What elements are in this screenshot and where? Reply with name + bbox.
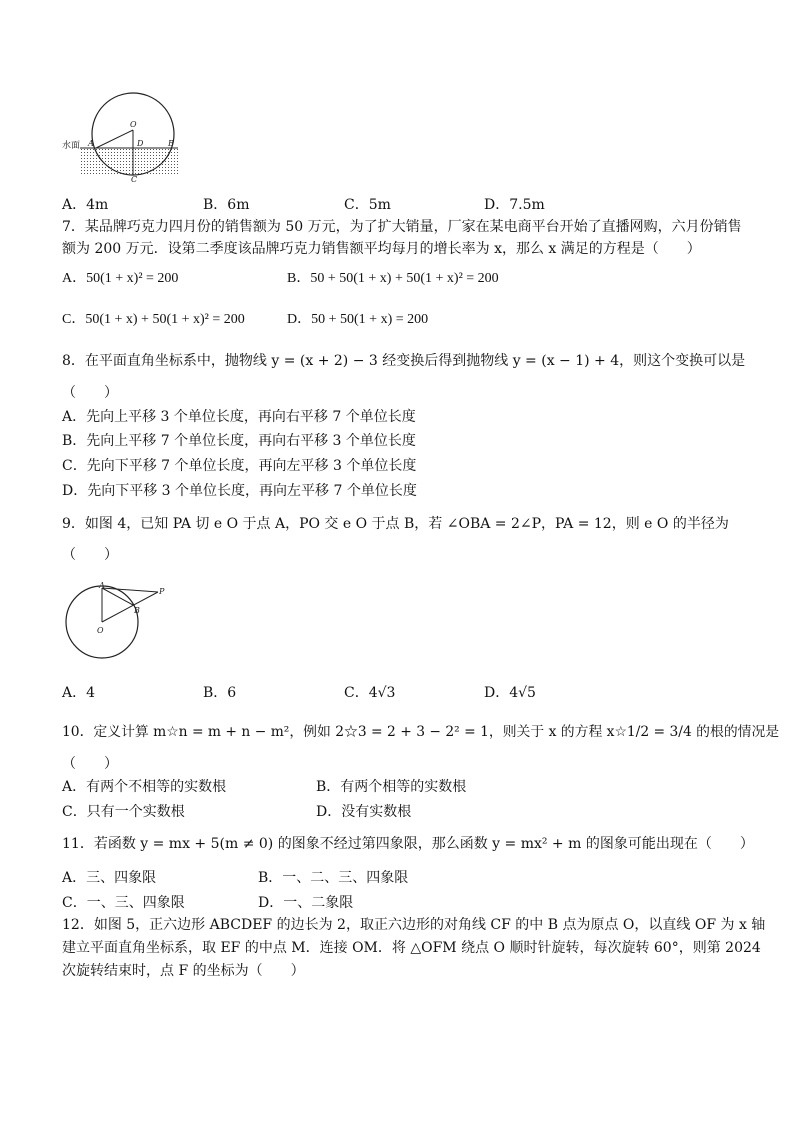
q10-option-a: A．有两个不相等的实数根 [62, 779, 227, 795]
q11-option-a: A．三、四象限 [62, 870, 157, 886]
point-A-label: A [99, 582, 105, 590]
q9-figure [60, 582, 180, 664]
q6-option-a: A．4m [62, 197, 109, 213]
q9-stem-line-2: （ ） [62, 547, 118, 563]
q12-stem-line-1: 12．如图 5，正六边形 ABCDEF 的边长为 2，取正六边形的对角线 CF 的中 B 点为原点 O，以直线 OF 为 x 轴 [62, 917, 766, 933]
q9-option-d: D．4√5 [484, 685, 536, 701]
q8-option-b: B．先向上平移 7 个单位长度，再向右平移 3 个单位长度 [62, 433, 416, 449]
q8-stem-line-1: 8．在平面直角坐标系中，抛物线 y = (x + 2) − 3 经变换后得到抛物线 y = (x − 1) + 4，则这个变换可以是 [62, 353, 746, 369]
point-P-label: P [159, 587, 165, 596]
q9-option-c: C．4√3 [344, 685, 396, 701]
q9-stem-line-1: 9．如图 4，已知 PA 切 e O 于点 A，PO 交 e O 于点 B，若 ∠OBA = 2∠P，PA = 12，则 e O 的半径为 [62, 516, 729, 532]
q11-stem-line-1: 11．若函数 y = mx + 5(m ≠ 0) 的图象不经过第四象限，那么函数 y = mx² + m 的图象可能出现在（ ） [62, 836, 754, 852]
q11-option-d: D．一、二象限 [258, 895, 354, 911]
tangent-PA [102, 588, 158, 592]
segment-OA [96, 130, 133, 148]
q6-option-d: D．7.5m [484, 197, 545, 213]
q7-stem-line-1: 7．某品牌巧克力四月份的销售额为 50 万元，为了扩大销量，厂家在某电商平台开始了直播网购，六月份销售 [62, 219, 742, 235]
q6-figure [60, 92, 180, 184]
q7-stem-line-2: 额为 200 万元．设第二季度该品牌巧克力销售额平均每月的增长率为 x，那么 x 满足的方程是（ ） [62, 241, 701, 257]
q6-option-b: B．6m [203, 197, 250, 213]
q7-option-d: D．50 + 50(1 + x) = 200 [287, 312, 429, 327]
q10-option-b: B．有两个相等的实数根 [316, 779, 467, 795]
q8-option-a: A．先向上平移 3 个单位长度，再向右平移 7 个单位长度 [62, 409, 416, 425]
q7-option-b: B．50 + 50(1 + x) + 50(1 + x)² = 200 [287, 271, 499, 286]
q6-option-c: C．5m [344, 197, 391, 213]
q11-option-b: B．一、二、三、四象限 [258, 870, 409, 886]
point-D-label: D [137, 139, 144, 148]
segment-PO [102, 592, 158, 622]
point-O-label: O [97, 626, 104, 635]
q8-stem-line-2: （ ） [62, 385, 118, 401]
q11-option-c: C．一、三、四象限 [62, 895, 185, 911]
q10-option-c: C．只有一个实数根 [62, 804, 185, 820]
q9-option-a: A．4 [62, 685, 96, 701]
point-B-label: B [168, 139, 174, 148]
point-A-label: A [88, 139, 94, 148]
q12-stem-line-3: 次旋转结束时，点 F 的坐标为（ ） [62, 963, 305, 979]
q7-option-a: A．50(1 + x)² = 200 [62, 271, 179, 286]
point-C-label: C [131, 175, 138, 184]
point-O-label: O [130, 120, 137, 129]
q9-option-b: B．6 [203, 685, 237, 701]
segment-AB [102, 588, 133, 605]
q8-option-d: D．先向下平移 3 个单位长度，再向左平移 7 个单位长度 [62, 483, 417, 499]
q8-option-c: C．先向下平移 7 个单位长度，再向左平移 3 个单位长度 [62, 458, 417, 474]
q10-stem-line-2: （ ） [62, 756, 118, 772]
q10-option-d: D．没有实数根 [316, 804, 412, 820]
q10-stem-line-1: 10．定义计算 m☆n = m + n − m²，例如 2☆3 = 2 + 3 − 2² = 1，则关于 x 的方程 x☆1/2 = 3/4 的根的情况是 [62, 724, 780, 740]
water-label: 水面 [62, 141, 81, 151]
q12-stem-line-2: 建立平面直角坐标系，取 EF 的中点 M．连接 OM．将 △OFM 绕点 O 顺时针旋转，每次旋转 60°，则第 2024 [62, 940, 761, 956]
point-B-label: B [134, 606, 140, 615]
q7-option-c: C．50(1 + x) + 50(1 + x)² = 200 [62, 312, 245, 327]
